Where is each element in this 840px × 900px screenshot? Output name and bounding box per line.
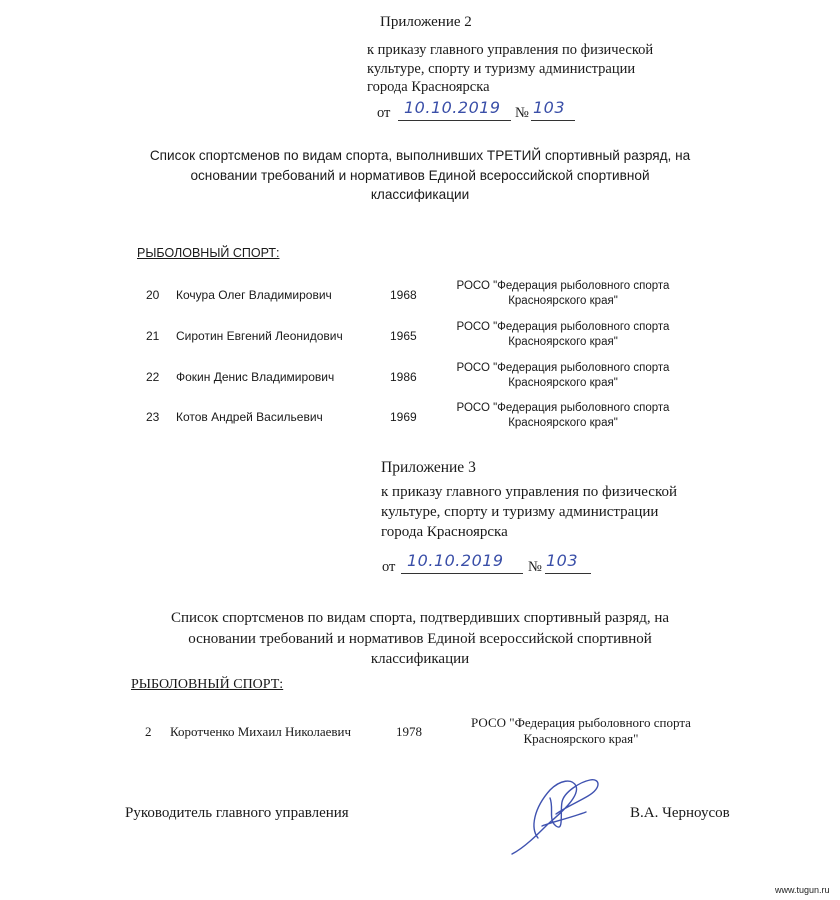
list-1-heading-line-1: Список спортсменов по видам спорта, выполнивших ТРЕТИЙ спортивный разряд, на xyxy=(149,148,691,163)
footer-signer: В.А. Черноусов xyxy=(630,805,730,821)
list-2-heading-line-1: Список спортсменов по видам спорта, подтвердивших спортивный разряд, на xyxy=(170,610,670,626)
list-2-heading-line-2: основании требований и нормативов Единой всероссийской спортивной xyxy=(188,631,652,647)
table-row-year: 1986 xyxy=(390,370,417,384)
list-2-sport-title: РЫБОЛОВНЫЙ СПОРТ: xyxy=(131,677,284,692)
appendix-2-no-label: № xyxy=(515,105,529,121)
table-row-year: 1969 xyxy=(390,410,417,424)
appendix-2-line-3: города Красноярска xyxy=(367,79,490,95)
table-row-org: РОСО "Федерация рыболовного спорта Красноярского края" xyxy=(456,321,670,348)
list-2-heading-line-3: классификации xyxy=(370,651,470,667)
appendix-3-title: Приложение 3 xyxy=(381,459,476,476)
list-1-heading-line-3: классификации xyxy=(370,187,470,202)
table-row-num: 2 xyxy=(145,724,152,739)
table-row-num: 22 xyxy=(146,370,160,384)
table-row-year: 1965 xyxy=(390,329,417,343)
appendix-3-line-3: города Красноярска xyxy=(381,524,508,540)
table-row-name: Коротченко Михаил Николаевич xyxy=(170,724,352,739)
appendix-3-line-1: к приказу главного управления по физической xyxy=(381,484,678,500)
appendix-3-line-2: культуре, спорту и туризму администрации xyxy=(381,504,659,520)
table-row-name: Котов Андрей Васильевич xyxy=(176,410,323,424)
table-row-org: РОСО "Федерация рыболовного спорта Красноярского края" xyxy=(456,362,670,389)
table-row-name: Сиротин Евгений Леонидович xyxy=(176,329,343,343)
appendix-2-line-1: к приказу главного управления по физической xyxy=(367,42,654,58)
table-row-name: Фокин Денис Владимирович xyxy=(176,370,335,384)
appendix-2-line-2: культуре, спорту и туризму администрации xyxy=(367,61,636,77)
appendix-3-no-label: № xyxy=(528,559,542,575)
appendix-2-date: 10.10.2019 xyxy=(404,98,501,117)
table-row-name: Кочура Олег Владимирович xyxy=(176,288,332,302)
table-row-org: РОСО "Федерация рыболовного спорта Красноярского края" xyxy=(456,402,670,429)
table-row-org: РОСО "Федерация рыболовного спорта Красноярского края" xyxy=(471,715,691,746)
signature-image xyxy=(490,768,620,858)
appendix-3-number: 103 xyxy=(546,551,579,570)
table-row-num: 23 xyxy=(146,410,160,424)
appendix-3-from-label: от xyxy=(382,559,396,575)
appendix-2-from-label: от xyxy=(377,105,391,121)
table-row-year: 1968 xyxy=(390,288,417,302)
appendix-2-title: Приложение 2 xyxy=(380,14,472,30)
watermark: www.tugun.ru xyxy=(775,885,830,895)
appendix-3-date: 10.10.2019 xyxy=(407,551,504,570)
list-1-sport-title: РЫБОЛОВНЫЙ СПОРТ: xyxy=(137,246,280,260)
table-row-org: РОСО "Федерация рыболовного спорта Красноярского края" xyxy=(456,280,670,307)
footer-position: Руководитель главного управления xyxy=(125,805,349,821)
table-row-num: 21 xyxy=(146,329,160,343)
table-row-year: 1978 xyxy=(396,724,422,739)
list-1-heading-line-2: основании требований и нормативов Единой всероссийской спортивной xyxy=(190,168,650,183)
table-row-num: 20 xyxy=(146,288,160,302)
appendix-2-number: 103 xyxy=(533,98,566,117)
